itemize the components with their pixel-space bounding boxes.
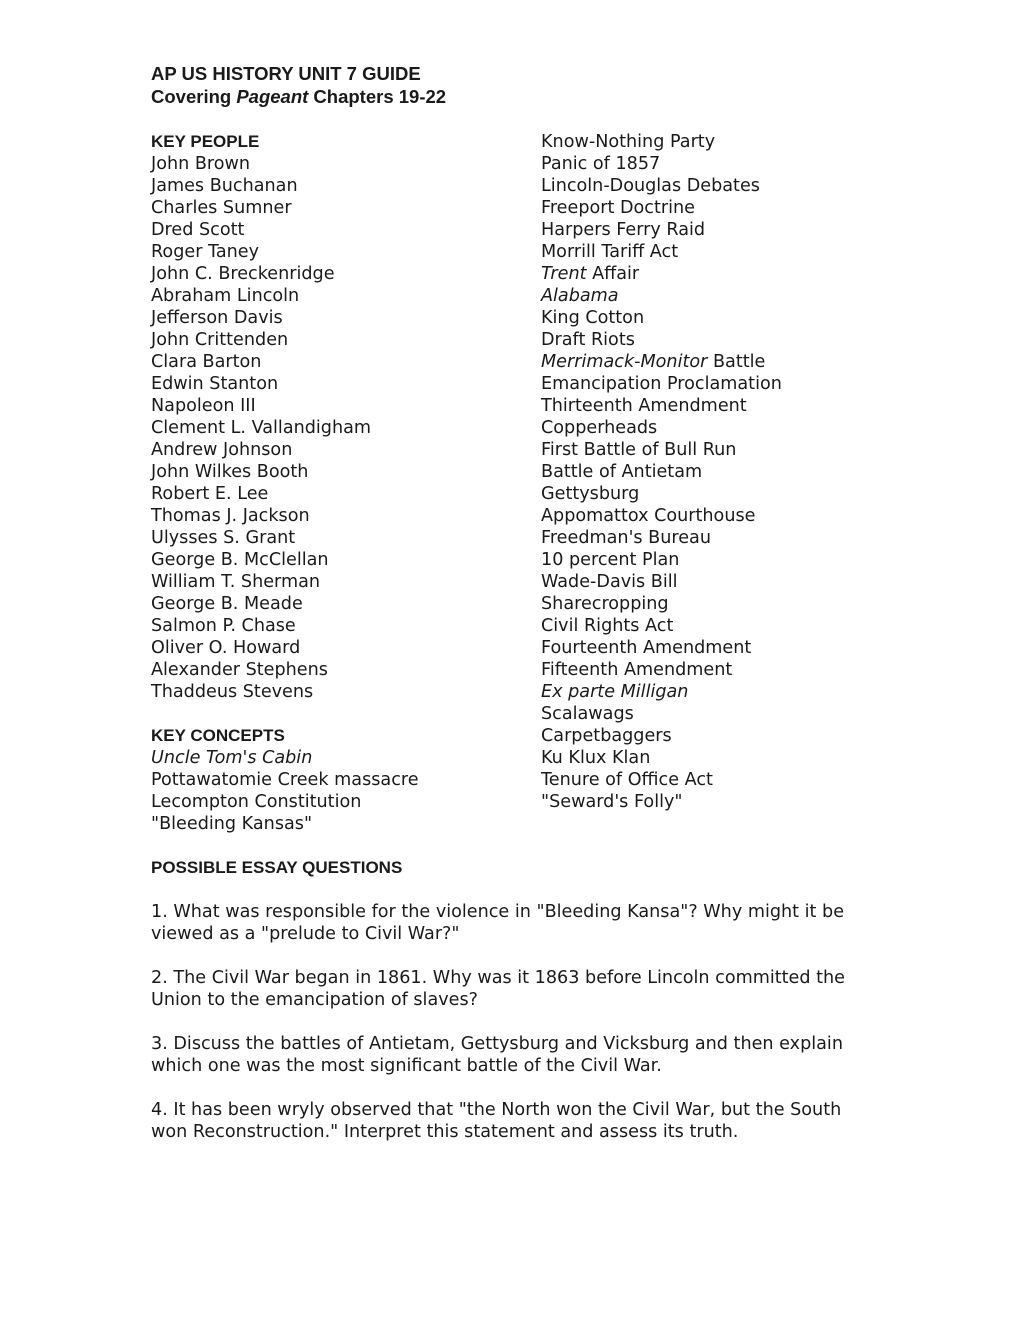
list-item: Edwin Stanton bbox=[151, 374, 279, 394]
list-item: Pottawatomie Creek massacre bbox=[151, 770, 419, 790]
essay-question: 4. It has been wryly observed that "the North won the Civil War, but the South won Reconstruction." Interpret this statement and assess its truth. bbox=[151, 1100, 842, 1142]
list-item: Ex parte Milligan bbox=[541, 682, 689, 702]
subtitle-prefix: Covering bbox=[151, 86, 237, 107]
list-item: Civil Rights Act bbox=[541, 616, 674, 636]
key-concepts-heading: KEY CONCEPTS bbox=[151, 726, 285, 745]
list-item: Thomas J. Jackson bbox=[151, 506, 310, 526]
essay-question: 3. Discuss the battles of Antietam, Gettysburg and Vicksburg and then explain which one was the most significant battle of the Civil War. bbox=[151, 1034, 843, 1076]
list-item: Abraham Lincoln bbox=[151, 286, 300, 306]
list-item: John Brown bbox=[151, 154, 251, 174]
list-item: King Cotton bbox=[541, 308, 645, 328]
list-item: Lincoln-Douglas Debates bbox=[541, 176, 760, 196]
list-item: Merrimack-Monitor Battle bbox=[541, 352, 766, 372]
essay-questions bbox=[151, 901, 871, 1165]
list-item: Roger Taney bbox=[151, 242, 260, 262]
list-item: 10 percent Plan bbox=[541, 550, 680, 570]
list-item: Fifteenth Amendment bbox=[541, 660, 733, 680]
list-item: Copperheads bbox=[541, 418, 658, 438]
list-item: Salmon P. Chase bbox=[151, 616, 296, 636]
key-people-heading: KEY PEOPLE bbox=[151, 132, 260, 151]
list-item: Gettysburg bbox=[541, 484, 640, 504]
list-item: Appomattox Courthouse bbox=[541, 506, 756, 526]
subtitle-suffix: Chapters 19-22 bbox=[308, 86, 447, 107]
list-item: First Battle of Bull Run bbox=[541, 440, 737, 460]
list-item: "Seward's Folly" bbox=[541, 792, 683, 812]
page-title: AP US HISTORY UNIT 7 GUIDE bbox=[151, 63, 421, 84]
subtitle-book: Pageant bbox=[236, 86, 309, 107]
list-item: Harpers Ferry Raid bbox=[541, 220, 706, 240]
list-item: Sharecropping bbox=[541, 594, 669, 614]
list-item: John Crittenden bbox=[151, 330, 289, 350]
key-concepts-list bbox=[151, 747, 419, 835]
list-item: Alabama bbox=[541, 286, 619, 306]
list-item: Know-Nothing Party bbox=[541, 132, 716, 152]
list-item: Charles Sumner bbox=[151, 198, 292, 218]
list-item: Carpetbaggers bbox=[541, 726, 672, 746]
list-item: Lecompton Constitution bbox=[151, 792, 362, 812]
concepts-continued-list bbox=[541, 131, 782, 813]
list-item: Freeport Doctrine bbox=[541, 198, 695, 218]
list-item: John C. Breckenridge bbox=[151, 264, 335, 284]
list-item: Fourteenth Amendment bbox=[541, 638, 752, 658]
list-item: George B. Meade bbox=[151, 594, 303, 614]
list-item: Thirteenth Amendment bbox=[541, 396, 747, 416]
list-item: Freedman's Bureau bbox=[541, 528, 711, 548]
list-item: Alexander Stephens bbox=[151, 660, 328, 680]
essay-question: 1. What was responsible for the violence in "Bleeding Kansa"? Why might it be viewed as a "prelude to Civil War?" bbox=[151, 902, 845, 944]
list-item: Uncle Tom's Cabin bbox=[151, 748, 313, 768]
list-item: Napoleon III bbox=[151, 396, 256, 416]
list-item: Draft Riots bbox=[541, 330, 635, 350]
list-item: Battle of Antietam bbox=[541, 462, 703, 482]
list-item: Clara Barton bbox=[151, 352, 262, 372]
list-item: Emancipation Proclamation bbox=[541, 374, 782, 394]
list-item: Dred Scott bbox=[151, 220, 245, 240]
list-item: George B. McClellan bbox=[151, 550, 329, 570]
list-item: Robert E. Lee bbox=[151, 484, 269, 504]
list-item: Ku Klux Klan bbox=[541, 748, 651, 768]
list-item: Panic of 1857 bbox=[541, 154, 661, 174]
list-item: Thaddeus Stevens bbox=[151, 682, 314, 702]
list-item: Ulysses S. Grant bbox=[151, 528, 296, 548]
list-item: James Buchanan bbox=[151, 176, 298, 196]
list-item: Clement L. Vallandigham bbox=[151, 418, 372, 438]
list-item: Tenure of Office Act bbox=[541, 770, 713, 790]
list-item: John Wilkes Booth bbox=[151, 462, 309, 482]
essay-questions-heading: POSSIBLE ESSAY QUESTIONS bbox=[151, 858, 403, 877]
list-item: "Bleeding Kansas" bbox=[151, 814, 313, 834]
list-item: Morrill Tariff Act bbox=[541, 242, 679, 262]
list-item: Trent Affair bbox=[541, 264, 640, 284]
list-item: Andrew Johnson bbox=[151, 440, 293, 460]
page-subtitle bbox=[151, 86, 446, 108]
list-item: Wade-Davis Bill bbox=[541, 572, 678, 592]
essay-question: 2. The Civil War began in 1861. Why was it 1863 before Lincoln committed the Union to the emancipation of slaves? bbox=[151, 968, 846, 1010]
list-item: Scalawags bbox=[541, 704, 634, 724]
list-item: Jefferson Davis bbox=[151, 308, 283, 328]
list-item: William T. Sherman bbox=[151, 572, 321, 592]
list-item: Oliver O. Howard bbox=[151, 638, 301, 658]
key-people-list bbox=[151, 153, 371, 703]
